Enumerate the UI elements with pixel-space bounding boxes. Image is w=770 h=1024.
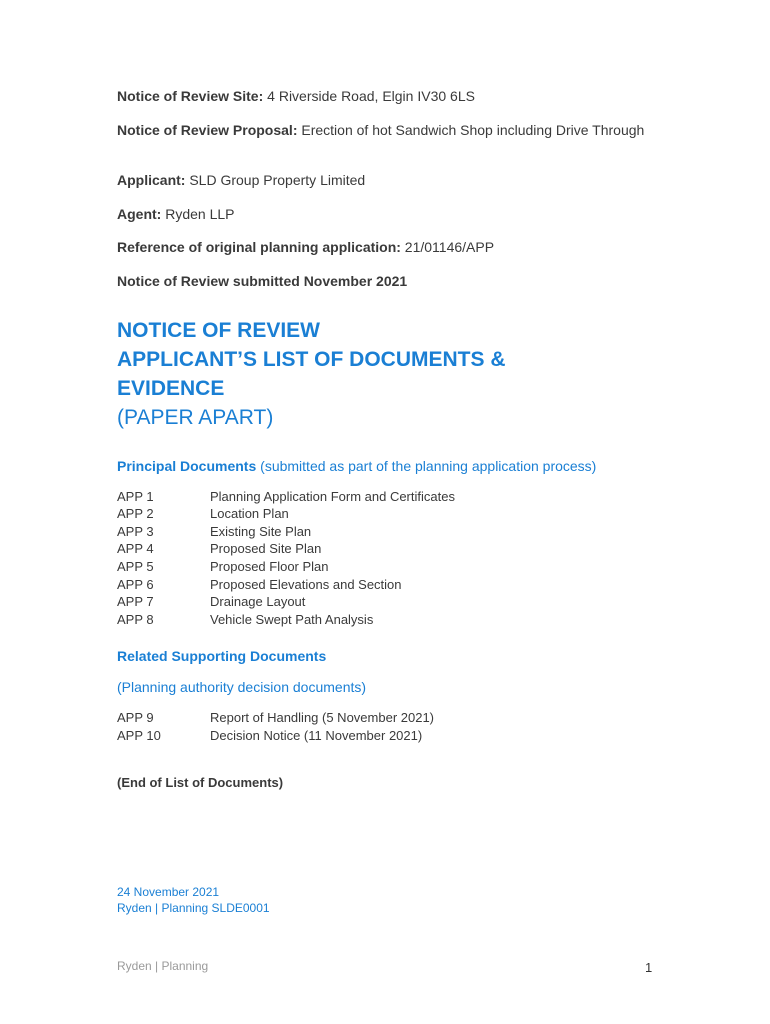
doc-code: APP 1 bbox=[117, 489, 154, 504]
doc-code: APP 5 bbox=[117, 559, 154, 574]
signoff-date: 24 November 2021 bbox=[117, 885, 220, 899]
meta-submitted bbox=[117, 273, 657, 290]
doc-name: Decision Notice (11 November 2021) bbox=[210, 728, 423, 743]
principal-documents-title bbox=[117, 458, 596, 475]
doc-code: APP 6 bbox=[117, 577, 154, 592]
meta-reference-label: Reference of original planning application: bbox=[117, 239, 401, 255]
principal-subtitle: (submitted as part of the planning application process) bbox=[256, 458, 597, 474]
signoff-reference: Ryden | Planning SLDE0001 bbox=[117, 901, 270, 915]
list-item bbox=[117, 558, 617, 575]
heading-line-2: APPLICANT’S LIST OF DOCUMENTS & bbox=[117, 348, 506, 371]
doc-name: Planning Application Form and Certificates bbox=[210, 489, 455, 504]
heading-line-1: NOTICE OF REVIEW bbox=[117, 319, 321, 342]
list-item bbox=[117, 611, 617, 628]
doc-code: APP 2 bbox=[117, 506, 154, 521]
list-item bbox=[117, 540, 617, 557]
meta-applicant-value: SLD Group Property Limited bbox=[185, 172, 366, 188]
doc-code: APP 4 bbox=[117, 541, 154, 556]
list-item bbox=[117, 505, 617, 522]
meta-applicant bbox=[117, 172, 657, 189]
list-item bbox=[117, 488, 617, 505]
related-documents-title bbox=[117, 648, 326, 665]
meta-proposal-value: Erection of hot Sandwich Shop including Drive Through bbox=[297, 122, 645, 138]
meta-proposal bbox=[117, 122, 657, 139]
doc-name: Location Plan bbox=[210, 506, 289, 521]
meta-reference-value: 21/01146/APP bbox=[400, 239, 495, 255]
doc-code: APP 10 bbox=[117, 728, 161, 743]
meta-agent-label: Agent: bbox=[117, 206, 162, 222]
doc-name: Vehicle Swept Path Analysis bbox=[210, 612, 374, 627]
meta-site-value: 4 Riverside Road, Elgin IV30 6LS bbox=[263, 88, 475, 104]
meta-site-label: Notice of Review Site: bbox=[117, 88, 264, 104]
list-item bbox=[117, 727, 617, 744]
principal-title-bold: Principal Documents bbox=[117, 458, 257, 474]
list-item bbox=[117, 709, 617, 726]
meta-agent-value: Ryden LLP bbox=[161, 206, 235, 222]
doc-code: APP 3 bbox=[117, 524, 154, 539]
doc-name: Report of Handling (5 November 2021) bbox=[210, 710, 435, 725]
doc-name: Proposed Floor Plan bbox=[210, 559, 329, 574]
doc-name: Proposed Elevations and Section bbox=[210, 577, 402, 592]
meta-site bbox=[117, 88, 657, 105]
page-number: 1 bbox=[645, 960, 653, 975]
heading-line-3: EVIDENCE bbox=[117, 377, 225, 400]
doc-name: Existing Site Plan bbox=[210, 524, 312, 539]
list-item bbox=[117, 523, 617, 540]
meta-agent bbox=[117, 206, 657, 223]
doc-code: APP 7 bbox=[117, 594, 154, 609]
meta-submitted-label: Notice of Review submitted November 2021 bbox=[117, 273, 408, 289]
meta-applicant-label: Applicant: bbox=[117, 172, 186, 188]
end-of-list-note: (End of List of Documents) bbox=[117, 775, 284, 790]
related-documents-subtitle: (Planning authority decision documents) bbox=[117, 679, 367, 695]
doc-code: APP 9 bbox=[117, 710, 154, 725]
meta-proposal-label: Notice of Review Proposal: bbox=[117, 122, 298, 138]
list-item bbox=[117, 576, 617, 593]
footer-label: Ryden | Planning bbox=[117, 959, 209, 973]
doc-code: APP 8 bbox=[117, 612, 154, 627]
doc-name: Drainage Layout bbox=[210, 594, 306, 609]
list-item bbox=[117, 593, 617, 610]
related-title-bold: Related Supporting Documents bbox=[117, 648, 327, 664]
meta-reference bbox=[117, 239, 657, 256]
heading-line-4: (PAPER APART) bbox=[117, 406, 274, 429]
doc-name: Proposed Site Plan bbox=[210, 541, 322, 556]
